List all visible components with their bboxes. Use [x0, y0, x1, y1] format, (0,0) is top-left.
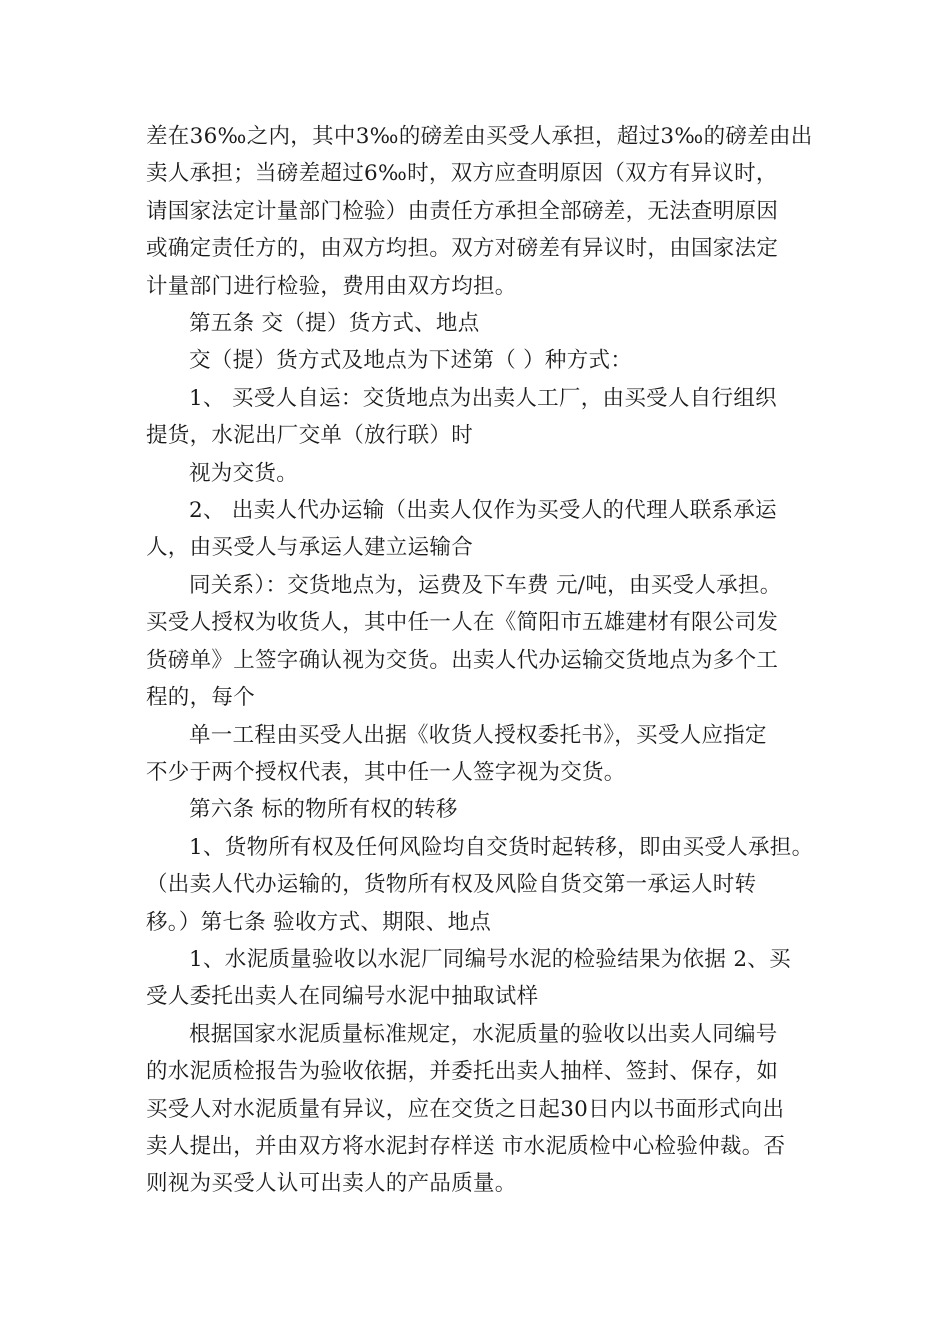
text-line: 1、货物所有权及任何风险均自交货时起转移，即由买受人承担。 — [189, 834, 814, 860]
text-line: 第五条 交（提）货方式、地点 — [189, 311, 480, 337]
text-line: 人，由买受人与承运人建立运输合 — [146, 535, 474, 561]
text-line: 第六条 标的物所有权的转移 — [189, 797, 458, 823]
text-line: 差在36‰之内，其中3‰的磅差由买受人承担，超过3‰的磅差由出 — [146, 124, 813, 149]
document-body — [146, 118, 814, 1203]
text-line: 请国家法定计量部门检验）由责任方承担全部磅差，无法查明原因 — [146, 198, 779, 224]
text-line: 根据国家水泥质量标准规定，水泥质量的验收以出卖人同编号 — [189, 1021, 778, 1047]
text-line: 单一工程由买受人出据《收货人授权委托书》，买受人应指定 — [189, 722, 767, 748]
text-line: 买受人授权为收货人，其中任一人在《简阳市五雄建材有限公司发 — [146, 610, 779, 636]
text-line: 或确定责任方的，由双方均担。双方对磅差有异议时，由国家法定 — [146, 236, 779, 262]
text-line: 1、水泥质量验收以水泥厂同编号水泥的检验结果为依据 2、买 — [189, 946, 791, 972]
text-line: 不少于两个授权代表，其中任一人签字视为交货。 — [146, 759, 626, 785]
text-line: 货磅单》上签字确认视为交货。出卖人代办运输交货地点为多个工 — [146, 647, 779, 673]
text-line: 卖人承担；当磅差超过6‰时，双方应查明原因（双方有异议时， — [146, 161, 778, 187]
text-line: 程的，每个 — [146, 685, 256, 711]
text-line: 同关系）：交货地点为，运费及下车费 元/吨，由买受人承担。 — [189, 572, 782, 598]
text-line: 2、 出卖人代办运输（出卖人仅作为买受人的代理人联系承运 — [189, 498, 777, 524]
text-line: 卖人提出，并由双方将水泥封存样送 市水泥质检中心检验仲裁。否 — [146, 1133, 786, 1159]
text-line: 提货，水泥出厂交单（放行联）时 — [146, 423, 474, 449]
text-line: 的水泥质检报告为验收依据，并委托出卖人抽样、签封、保存，如 — [146, 1059, 779, 1085]
text-line: 买受人对水泥质量有异议，应在交货之日起30日内以书面形式向出 — [146, 1096, 785, 1122]
text-line: 移。）第七条 验收方式、期限、地点 — [146, 909, 492, 935]
text-line: （出卖人代办运输的，货物所有权及风险自货交第一承运人时转 — [146, 872, 757, 898]
text-line: 视为交货。 — [189, 460, 299, 486]
text-line: 受人委托出卖人在同编号水泥中抽取试样 — [146, 984, 539, 1010]
text-line: 交（提）货方式及地点为下述第（ ）种方式： — [189, 348, 633, 374]
text-line: 计量部门进行检验，费用由双方均担。 — [146, 273, 517, 299]
text-line: 1、 买受人自运：交货地点为出卖人工厂，由买受人自行组织 — [189, 385, 777, 411]
text-line: 则视为买受人认可出卖人的产品质量。 — [146, 1171, 517, 1197]
